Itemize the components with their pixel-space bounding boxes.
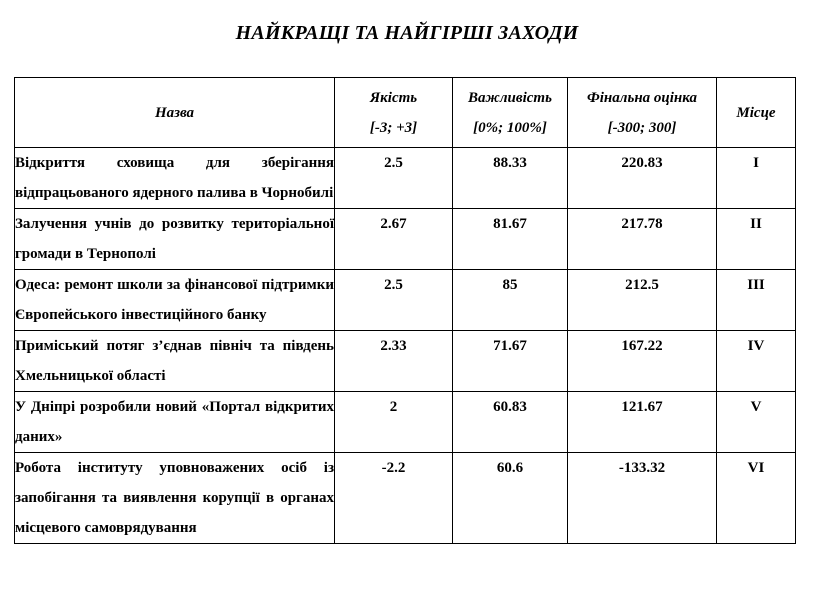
row-place: I bbox=[717, 148, 796, 209]
row-name: Робота інституту уповноважених осіб із запобігання та виявлення корупції в органах місцевого самоврядування bbox=[15, 453, 335, 544]
row-final-score: 121.67 bbox=[568, 392, 717, 453]
header-place-label: Місце bbox=[736, 104, 776, 121]
row-final-score: -133.32 bbox=[568, 453, 717, 544]
row-quality: 2.5 bbox=[335, 148, 453, 209]
table-row bbox=[15, 392, 796, 453]
row-name: Залучення учнів до розвитку територіальної громади в Тернополі bbox=[15, 209, 335, 270]
table-row bbox=[15, 331, 796, 392]
row-importance: 85 bbox=[453, 270, 568, 331]
row-quality: 2 bbox=[335, 392, 453, 453]
table-row bbox=[15, 148, 796, 209]
row-final-score: 212.5 bbox=[568, 270, 717, 331]
row-place: III bbox=[717, 270, 796, 331]
row-quality: 2.67 bbox=[335, 209, 453, 270]
row-quality: 2.33 bbox=[335, 331, 453, 392]
ratings-table bbox=[14, 77, 796, 544]
row-final-score: 217.78 bbox=[568, 209, 717, 270]
header-quality-range: [-3; +3] bbox=[369, 119, 418, 136]
row-importance: 60.6 bbox=[453, 453, 568, 544]
row-quality: 2.5 bbox=[335, 270, 453, 331]
header-place bbox=[717, 78, 796, 148]
row-importance: 60.83 bbox=[453, 392, 568, 453]
header-final-score-label: Фінальна оцінка bbox=[587, 89, 697, 106]
header-final-score bbox=[568, 78, 717, 148]
row-place: II bbox=[717, 209, 796, 270]
row-final-score: 220.83 bbox=[568, 148, 717, 209]
row-place: V bbox=[717, 392, 796, 453]
header-quality-label: Якість bbox=[369, 89, 418, 106]
table-row bbox=[15, 453, 796, 544]
row-importance: 71.67 bbox=[453, 331, 568, 392]
row-importance: 88.33 bbox=[453, 148, 568, 209]
row-quality: -2.2 bbox=[335, 453, 453, 544]
header-importance bbox=[453, 78, 568, 148]
table-row bbox=[15, 270, 796, 331]
row-importance: 81.67 bbox=[453, 209, 568, 270]
header-quality bbox=[335, 78, 453, 148]
header-importance-range: [0%; 100%] bbox=[473, 119, 547, 136]
table-header-row bbox=[15, 78, 796, 148]
row-name: У Дніпрі розробили новий «Портал відкритих даних» bbox=[15, 392, 335, 453]
row-place: IV bbox=[717, 331, 796, 392]
row-final-score: 167.22 bbox=[568, 331, 717, 392]
header-name bbox=[15, 78, 335, 148]
row-name: Одеса: ремонт школи за фінансової підтримки Європейського інвестиційного банку bbox=[15, 270, 335, 331]
row-name: Відкриття сховища для зберігання відпрацьованого ядерного палива в Чорнобилі bbox=[15, 148, 335, 209]
row-name: Приміський потяг з’єднав північ та південь Хмельницької області bbox=[15, 331, 335, 392]
header-importance-label: Важливість bbox=[468, 89, 552, 106]
document-title: НАЙКРАЩІ ТА НАЙГІРШІ ЗАХОДИ bbox=[235, 22, 579, 44]
header-final-score-range: [-300; 300] bbox=[607, 119, 677, 136]
table-row bbox=[15, 209, 796, 270]
row-place: VI bbox=[717, 453, 796, 544]
header-name-label: Назва bbox=[154, 104, 195, 121]
